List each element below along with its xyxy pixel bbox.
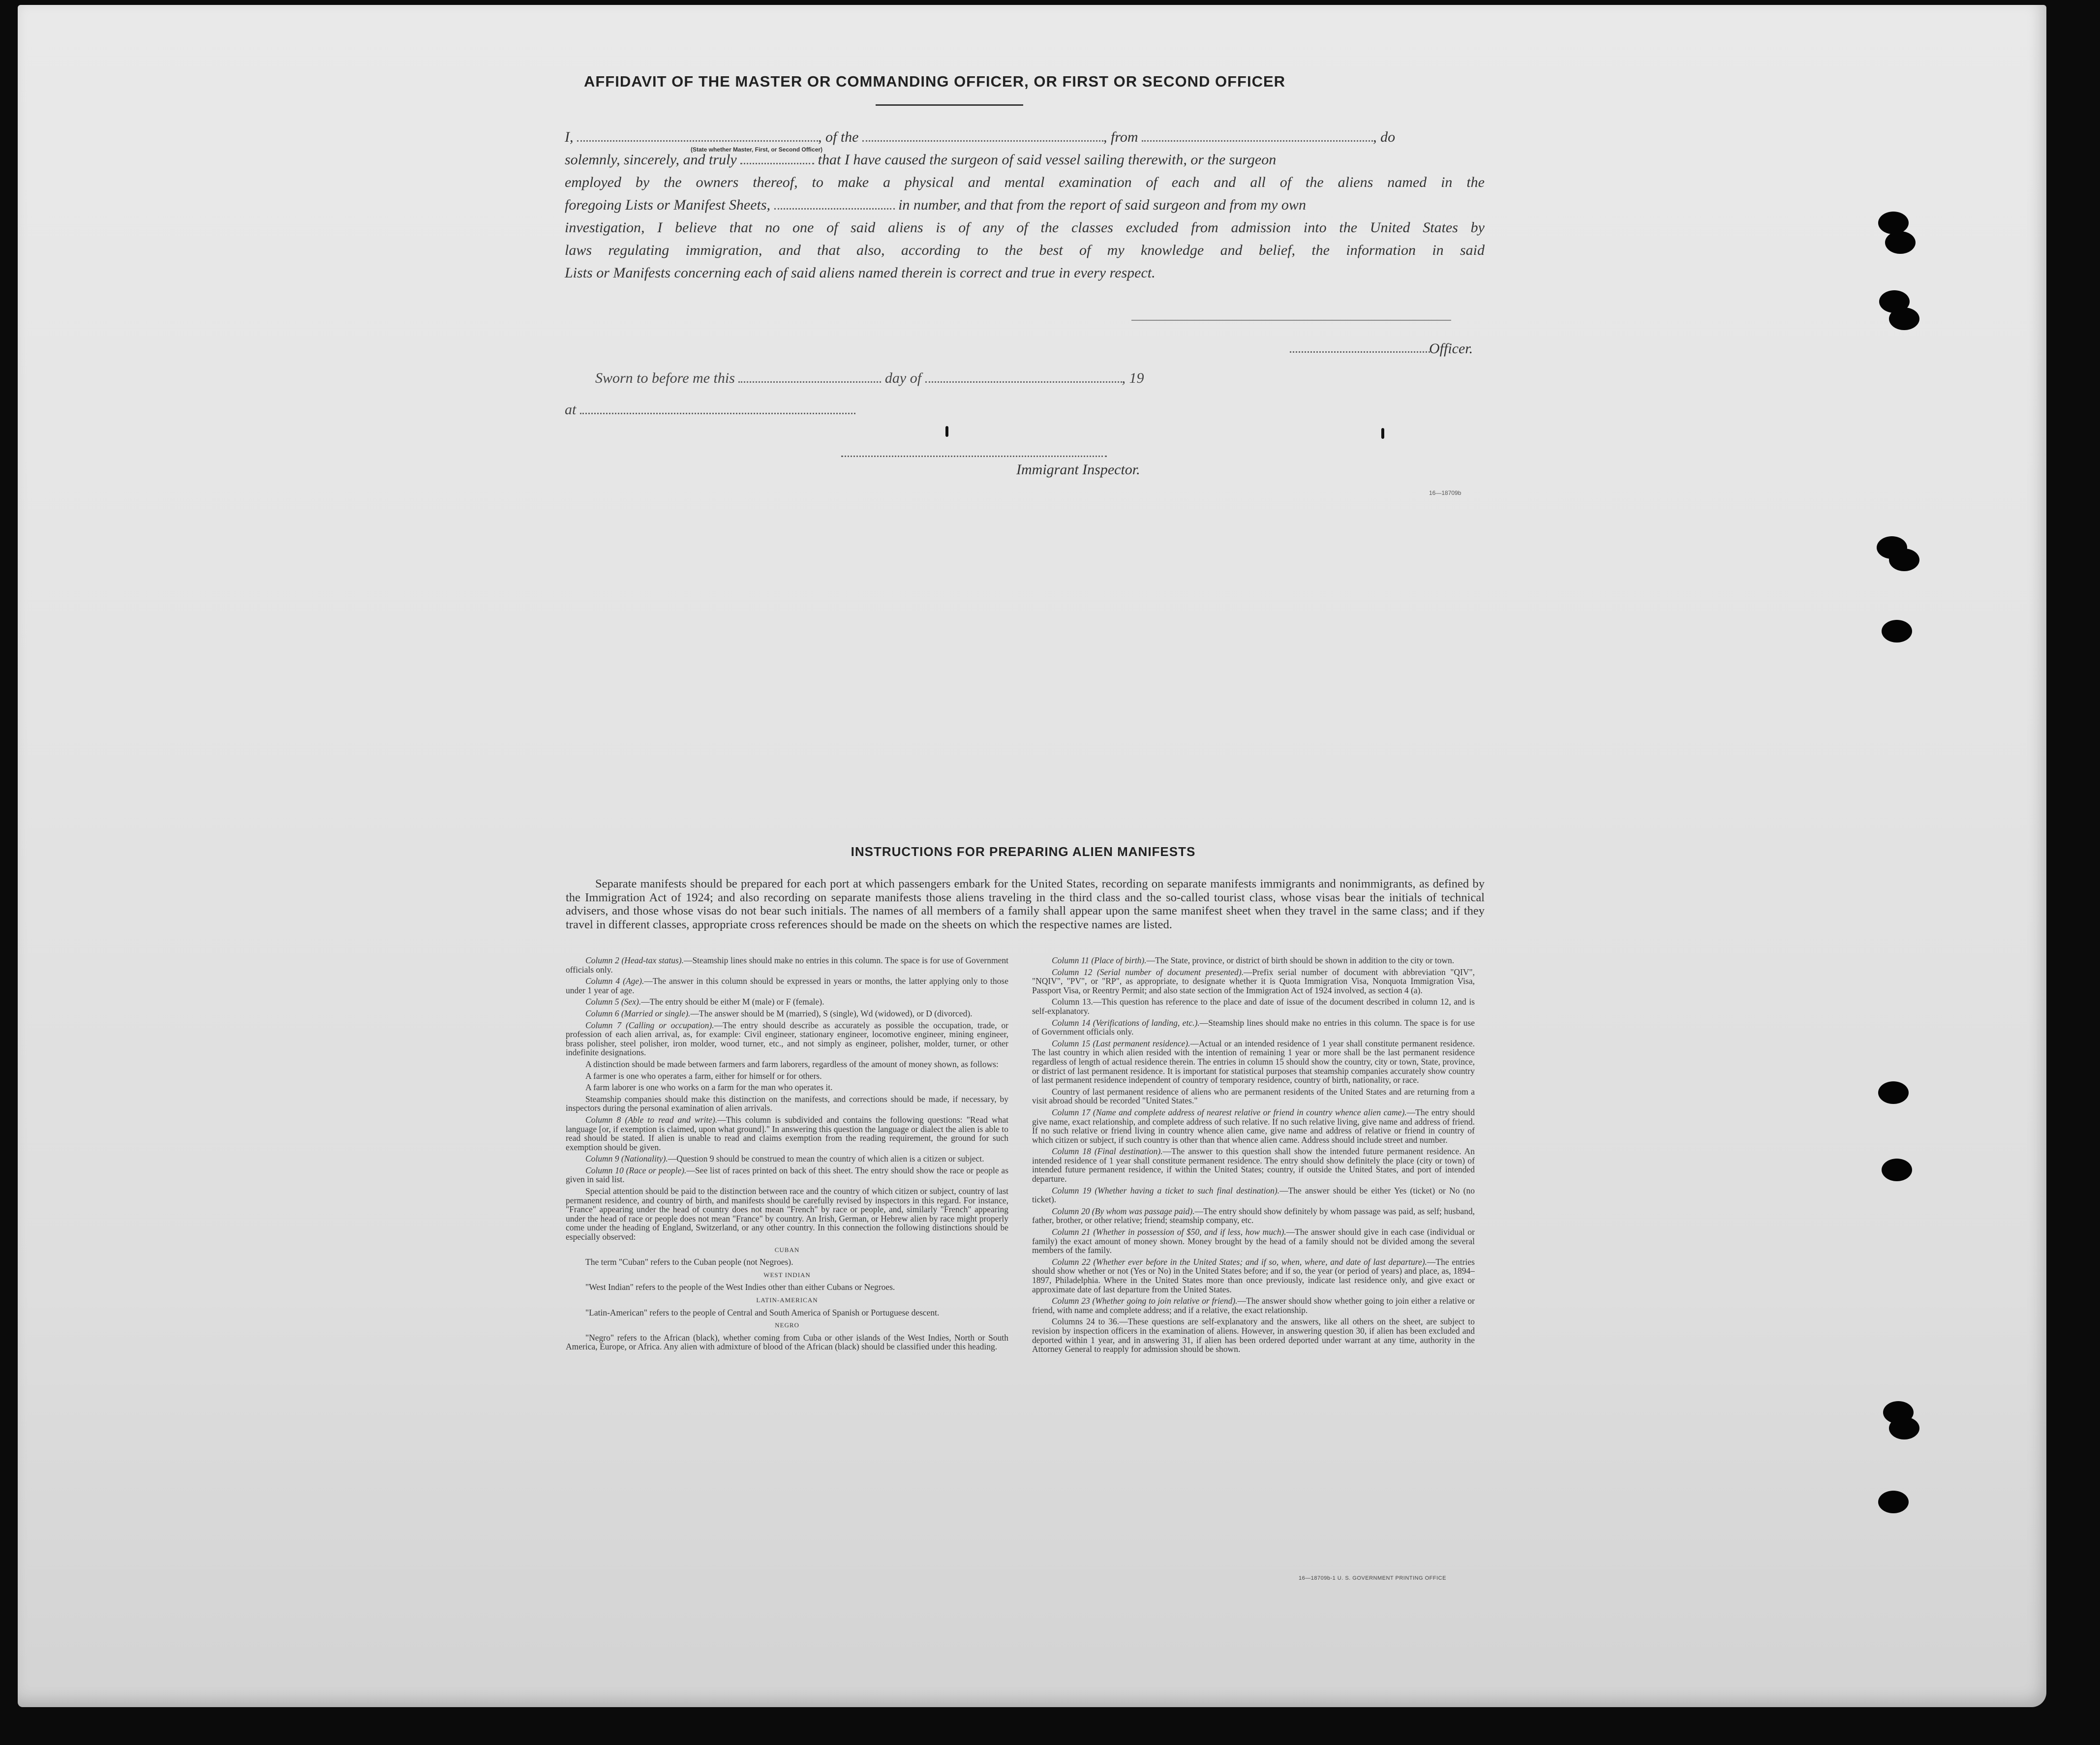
col11-text: —The State, province, or district of birth should be shown in addition to the city or town. [1146,956,1455,965]
sworn-year: , 19 [1122,370,1144,386]
col14-text: —Steamship lines should make no entries in this column. The space is for use of Government officials only. [1032,1017,1475,1037]
punch-hole [1882,1159,1912,1181]
affidavit-line-2-pre: solemnly, sincerely, and truly [565,152,737,168]
negro-text: "Negro" refers to the African (black), whether coming from Cuba or other islands of the West Indies, North or South America, Europe, or Africa. Any alien with admixture of blood of the African (black) should be classified under this heading. [566,1332,1008,1352]
printing-office-footer: 16—18709b-1 U. S. GOVERNMENT PRINTING OFFICE [1299,1575,1446,1581]
inspector-label: Immigrant Inspector. [1016,461,1140,478]
instructions-right-column [1032,956,1475,1586]
col11-heading: Column 11 (Place of birth). [1052,956,1147,965]
punch-hole [1889,307,1919,330]
affidavit-line-5: investigation, I believe that no one of said aliens is of any of the classes excluded from admission into the United States by [565,219,1485,236]
affidavit-line-2-post: that I have caused the surgeon of said vessel sailing therewith, or the surgeon [818,152,1277,168]
instructions-left-column [566,956,1008,1586]
farm-paragraph-3: A farm laborer is one who works on a farm for the man who operates it. [585,1082,833,1093]
col14-heading: Column 14 (Verifications of landing, etc.). [1052,1017,1200,1028]
col4-heading: Column 4 (Age). [585,976,644,986]
col18-text: —The answer to this question shall show the intended future permanent residence. An intended residence of 1 year shall constitute permanent residence. The entry should show definitely the place (city or town) of intended future permanent residence, if within the United States; country, if outside the United States, and port of intended departure. [1032,1146,1475,1184]
negro-heading: NEGRO [775,1321,799,1329]
affidavit-line-2 [565,152,1485,168]
col7-heading: Column 7 (Calling or occupation). [585,1020,714,1030]
affidavit-line-1 [565,129,1485,146]
affidavit-title: AFFIDAVIT OF THE MASTER OR COMMANDING OFFICER, OR FIRST OR SECOND OFFICER [583,73,1286,90]
col5-heading: Column 5 (Sex). [585,997,641,1007]
col4-text: —The answer in this column should be expressed in years or months, the latter applying only to those under 1 year of age. [566,976,1008,995]
col8-heading: Column 8 (Able to read and write). [585,1114,718,1125]
instructions-intro: Separate manifests should be prepared for each port at which passengers embark for the United States, recording on separate manifests immigrants and nonimmigrants, as defined by the Immigration Act of 1924; and also recording on separate manifests those aliens traveling in the third class and the so-called tourist class, whose visas bear the initials of technical advisers, and those whose visas do not bear such initials. The names of all members of a family shall appear upon the same manifest sheet when they travel in the same class; and if they travel in different classes, appropriate cross references should be made on the sheets on which the respective names are listed. [566,877,1485,931]
affidavit-line-7: Lists or Manifests concerning each of said aliens named therein is correct and true in every respect. [565,265,1156,281]
col18-heading: Column 18 (Final destination). [1052,1146,1163,1157]
inspector-signature-line[interactable] [841,456,1107,457]
punch-hole [1878,1081,1909,1104]
col19-heading: Column 19 (Whether having a ticket to such final destination). [1052,1185,1280,1195]
cuban-text: The term "Cuban" refers to the Cuban people (not Negroes). [585,1257,793,1267]
col19-text: —The answer should be either Yes (ticket) or No (no ticket). [1032,1185,1475,1205]
col6-heading: Column 6 (Married or single). [585,1008,691,1018]
col23-heading: Column 23 (Whether going to join relative or friend). [1052,1296,1238,1306]
col20-text: —The entry should show definitely by whom passage was paid, as self; husband, father, brother, or other relative; friend; steamship company, etc. [1032,1206,1475,1225]
sworn-day-field[interactable] [738,372,881,383]
affidavit-line-4-post: in number, and that from the report of said surgeon and from my own [898,197,1306,213]
sworn-manner-field[interactable] [740,154,814,164]
sworn-month-field[interactable] [925,372,1122,383]
col12-text: —Prefix serial number of document with abbreviation "QIV", "NQIV", "PV", or "RP", as appropriate, to designate whether it is Quota Immigration Visa, Nonquota Immigration Visa, Passport Visa, or Reentry Permit; and also state section of the Immigration Act of 1924 involved, as section 4 (a). [1032,967,1475,995]
ink-mark [945,426,948,437]
latin-american-heading: LATIN-AMERICAN [756,1296,818,1304]
punch-hole [1878,1491,1909,1513]
punch-hole [1878,212,1909,234]
punch-hole [1882,620,1912,643]
affidavit-line-4 [565,197,1485,214]
latin-american-text: "Latin-American" refers to the people of Central and South America of Spanish or Portuguese descent. [585,1307,940,1317]
title-rule [876,104,1023,106]
affidavit-line-4-pre: foregoing Lists or Manifest Sheets, [565,197,771,213]
col17-heading: Column 17 (Name and complete address of nearest relative or friend in country whence alien came). [1052,1107,1407,1117]
instructions-title: INSTRUCTIONS FOR PREPARING ALIEN MANIFESTS [851,844,1196,859]
farm-paragraph-4: Steamship companies should make this distinction on the manifests, and corrections should be made, if necessary, by inspectors during the personal examination of alien arrivals. [566,1094,1008,1113]
vessel-name-field[interactable] [862,131,1103,142]
sworn-day-of: day of [884,370,922,386]
sworn-place-field[interactable] [580,404,855,414]
col10-heading: Column 10 (Race or people). [585,1165,687,1175]
affidavit-from: , from [1103,129,1138,145]
sworn-line [595,370,1144,387]
col20-heading: Column 20 (By whom was passage paid). [1052,1206,1195,1216]
col24-36-text: Columns 24 to 36.—These questions are self-explanatory and the answers, like all others on the sheet, are subject to revision by inspection officers in the examination of aliens. However, in answering question 30, if alien has been excluded and deported within 1 year, and in answering 31, if alien has been ordered deported under warrant at any time, authority in the Attorney General to reapply for admission should be shown. [1032,1316,1475,1354]
officer-rank-note: (State whether Master, First, or Second Officer) [690,146,823,153]
col8-text: —This column is subdivided and contains the following questions: "Read what language [or, if exemption is claimed, upon what ground]." In answering this question the language or dialect the alien is able to read should be stated. If alien is unable to read and claims exemption from the reading requirement, the ground for such exemption should be given. [566,1114,1008,1152]
col2-heading: Column 2 (Head-tax status). [585,956,684,965]
farm-paragraph-1: A distinction should be made between farmers and farm laborers, regardless of the amount of money shown, as follows: [585,1059,999,1069]
col12-heading: Column 12 (Serial number of document presented). [1052,967,1244,977]
col13-text: Column 13.—This question has reference to the place and date of issue of the document described in column 12, and is self-explanatory. [1032,997,1475,1016]
col15-heading: Column 15 (Last permanent residence). [1052,1038,1190,1048]
col15-text: —Actual or an intended residence of 1 year shall constitute permanent residence. The last country in which alien resided with the intention of remaining 1 year or more shall be the last permanent residence regardless of length of actual residence therein. The entries in column 15 should show the country, city or town, State, province, or district of last permanent residence. It is important for statistical purposes that steamship companies accurately show country of last permanent residence independent of country of temporary residence, country of birth, nationality, or race. [1032,1038,1475,1085]
west-indian-text: "West Indian" refers to the people of the West Indies other than either Cubans or Negroes. [585,1282,895,1292]
col15-note: Country of last permanent residence of aliens who are permanent residents of the United States and are returning from a visit abroad should be recorded "United States." [1032,1086,1475,1106]
col22-heading: Column 22 (Whether ever before in the United States; and if so, when, where, and date of last departure). [1052,1256,1427,1267]
col7-text: —The entry should describe as accurately as possible the occupation, trade, or profession of each alien arrival, as, for example: Civil engineer, stationary engineer, locomotive engineer, mining engineer, brass polisher, steel polisher, iron molder, wood turner, etc., and not simply as engineer, polisher, molder, turner, or other indefinite designations. [566,1020,1008,1058]
affidavit-line-3: employed by the owners thereof, to make a physical and mental examination of each and all of the aliens named in the [565,174,1485,190]
col9-text: —Question 9 should be construed to mean the country of which alien is a citizen or subject. [668,1154,984,1164]
port-from-field[interactable] [1142,131,1373,142]
west-indian-heading: WEST INDIAN [763,1271,811,1279]
sheet-count-field[interactable] [774,199,895,210]
special-attention-paragraph: Special attention should be paid to the distinction between race and the country of which citizen or subject, country of last permanent residence, and country of birth, and manifests should be carefully revised by inspectors in this regard. For instance, "France" appearing under the head of country does not mean "French" by race or people, and, similarly "French" appearing under the head of race or people does not mean "France" by country. An Irish, German, or Hebrew alien by race might properly come under the heading of England, Switzerland, or any other country. In this connection the following distinctions should be especially observed: [566,1186,1008,1242]
affidavit-line-6: laws regulating immigration, and that also, according to the best of my knowledge and belief, the information in said [565,242,1485,258]
col23-text: —The answer should show whether going to join either a relative or friend, with name and complete address; and if a relative, the exact relationship. [1032,1296,1475,1315]
sworn-at-line [565,401,855,418]
officer-label: Officer. [1429,340,1473,357]
form-number: 16—18709b [1429,490,1461,496]
col21-text: —The answer should give in each case (individual or family) the exact amount of money shown. Money brought by the head of a family should not be divided among the several members of the family. [1032,1227,1475,1255]
sworn-at: at [565,401,577,418]
affidavit-i: I, [565,129,574,145]
punch-hole [1889,1417,1919,1439]
col6-text: —The answer should be M (married), S (single), Wd (widowed), or D (divorced). [690,1008,973,1018]
affidavit-of-the: , of the [818,129,859,145]
col10-text: —See list of races printed on back of this sheet. The entry should show the race or people as given in said list. [566,1165,1008,1185]
sworn-pre: Sworn to before me this [595,370,735,386]
officer-signature-line[interactable] [1131,320,1451,321]
cuban-heading: CUBAN [774,1246,800,1254]
officer-name-line[interactable] [1290,351,1430,353]
col21-heading: Column 21 (Whether in possession of $50, and if less, how much). [1052,1227,1286,1237]
ink-mark [1381,428,1384,439]
col17-text: —The entry should give name, exact relationship, and complete address of such relative. If no such relative living, give name and address of friend. If no such relative or friend living in country whence alien came, give name and address of relative or friend in country of which citizen or subject, if such country is other than that whence alien came. Address should include street and number. [1032,1107,1475,1145]
farm-paragraph-2: A farmer is one who operates a farm, either for himself or for others. [585,1071,822,1081]
col5-text: —The entry should be either M (male) or F (female). [641,997,824,1007]
officer-rank-field[interactable] [577,131,818,142]
punch-hole [1889,549,1919,571]
col2-text: —Steamship lines should make no entries in this column. The space is for use of Government officials only. [566,956,1008,975]
col22-text: —The entries should show whether or not (Yes or No) in the United States before; and if so, the year (or period of years) and place, as, 1894–1897, Philadelphia. Where in the United States more than once previously, indicate last residence only, and give exact or approximate date of last departure from the United States. [1032,1256,1475,1294]
affidavit-do: , do [1373,129,1396,145]
punch-hole [1885,231,1916,254]
col9-heading: Column 9 (Nationality). [585,1154,668,1164]
